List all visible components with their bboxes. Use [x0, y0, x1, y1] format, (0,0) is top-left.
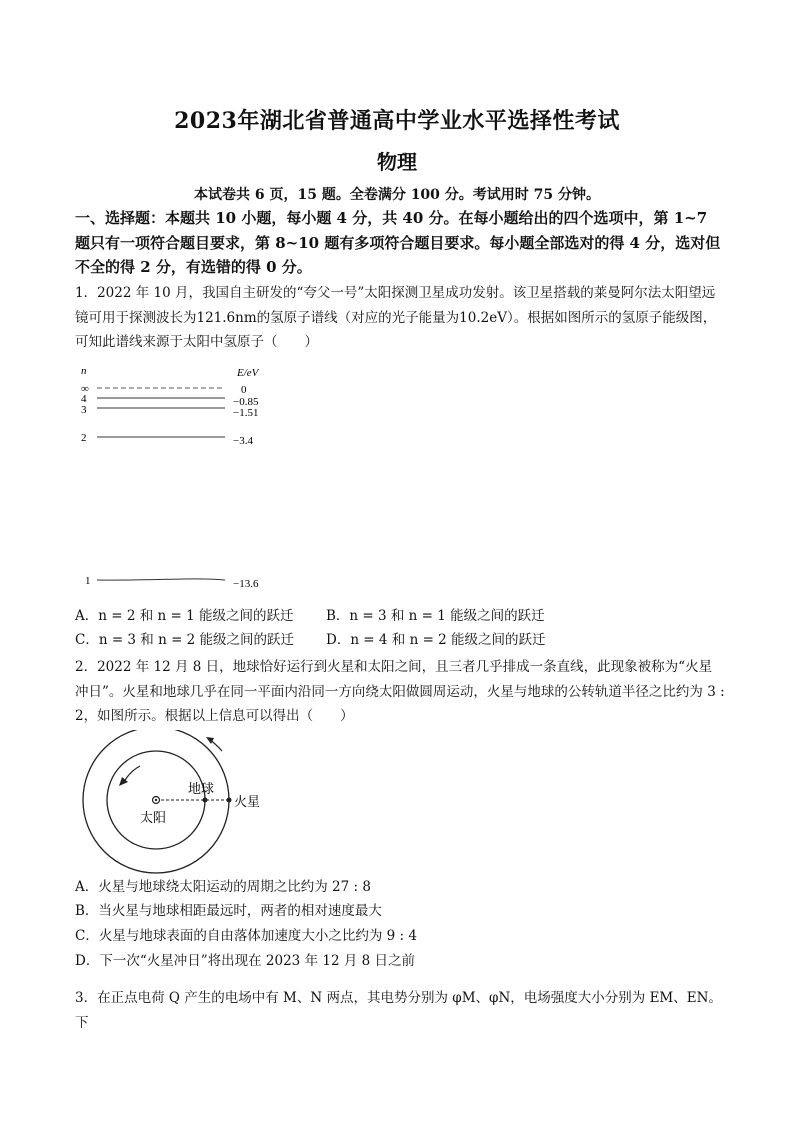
level-n-inf: ∞	[81, 383, 89, 395]
mars-arrow-head	[206, 737, 214, 744]
earth-label: 地球	[188, 782, 215, 797]
n-axis-header: n	[81, 365, 87, 377]
level-n-3: 3	[81, 404, 87, 416]
energy-axis-header: E/eV	[237, 367, 259, 379]
level-line-1	[97, 579, 225, 580]
question-1-stem: 1．2022 年 10 月，我国自主研发的“夸父一号”太阳探测卫星成功发射。该卫星搭载的莱曼阿尔法太阳望远镜可用于探测波长为121.6nm的氢原子谱线（对应的光子能量为10.2eV）。根据如图所示的氢原子能级图，可知此谱线来源于太阳中氢原子（ ）	[75, 285, 717, 350]
earth-marker	[203, 798, 208, 803]
section-heading: 一、选择题：本题共 10 小题，每小题 4 分，共 40 分。在每小题给出的四个选项中，第 1~7 题只有一项符合题目要求，第 8~10 题有多项符合题目要求。每小题全部选对的得 4 分，选对但不全的得 2 分，有选错的得 0 分。	[75, 209, 721, 276]
q1-option-a: A．n = 2 和 n = 1 能级之间的跃迁	[75, 608, 294, 624]
question-2-stem: 2．2022 年 12 月 8 日，地球恰好运行到火星和太阳之间，且三者几乎排成一条直线，此现象被称为“火星冲日”。火星和地球几乎在同一平面内沿同一方向绕太阳做圆周运动，火星与地球的公转轨道半径之比约为 3 : 2，如图所示。根据以上信息可以得出（ ）	[75, 659, 725, 724]
level-n-1: 1	[85, 575, 91, 587]
q2-option-d: D．下一次“火星冲日”将出现在 2023 年 12 月 8 日之前	[75, 953, 415, 969]
question-3-stem: 3．在正点电荷 Q 产生的电场中有 M、N 两点，其电势分别为 φM、φN，电场强度大小分别为 EM、EN。下	[75, 990, 722, 1031]
mars-marker	[227, 798, 232, 803]
exam-info: 本试卷共 6 页，15 题。全卷满分 100 分。考试用时 75 分钟。	[193, 187, 601, 203]
level-n-2: 2	[81, 432, 87, 444]
level-e-inf: 0	[241, 384, 247, 396]
level-e-4: −0.85	[233, 396, 259, 408]
q2-option-a: A．火星与地球绕太阳运动的周期之比约为 27 : 8	[75, 879, 371, 895]
q1-option-c: C．n = 3 和 n = 2 能级之间的跃迁	[75, 632, 295, 648]
exam-title: 2023年湖北省普通高中学业水平选择性考试	[174, 108, 620, 134]
level-e-1: −13.6	[233, 578, 259, 590]
level-n-4: 4	[81, 393, 87, 405]
q1-option-b: B．n = 3 和 n = 1 能级之间的跃迁	[326, 608, 545, 624]
earth-direction-arrow	[124, 766, 140, 782]
level-e-2: −3.4	[233, 435, 253, 447]
q2-option-c: C．火星与地球表面的自由落体加速度大小之比约为 9 : 4	[75, 928, 417, 944]
q1-option-d: D．n = 4 和 n = 2 能级之间的跃迁	[326, 632, 546, 648]
q2-option-b: B．当火星与地球相距最远时，两者的相对速度最大	[75, 903, 382, 919]
subject-title: 物理	[377, 150, 417, 174]
sun-label: 太阳	[140, 811, 167, 826]
level-e-3: −1.51	[233, 407, 259, 419]
mars-label: 火星	[234, 795, 261, 810]
energy-level-diagram	[75, 362, 305, 594]
orbit-diagram	[78, 730, 278, 875]
